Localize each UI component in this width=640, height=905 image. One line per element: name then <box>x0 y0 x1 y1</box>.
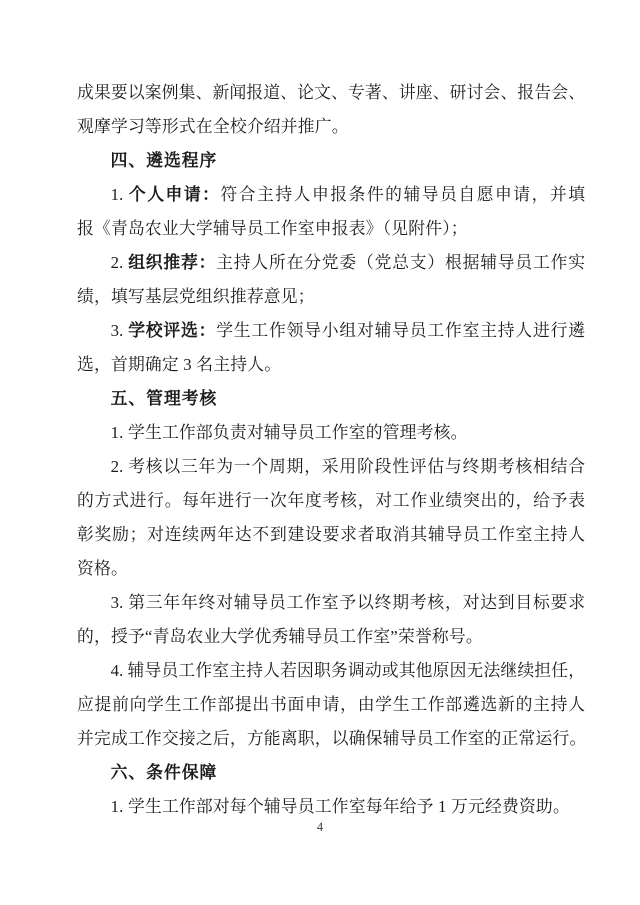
text-line <box>77 110 585 144</box>
text-line <box>77 416 585 450</box>
text-segment: 彰奖励；对连续两年达不到建设要求者取消其辅导员工作室主持人 <box>77 525 585 544</box>
text-segment: 并完成工作交接之后，方能离职，以确保辅导员工作室的正常运行。 <box>77 729 587 748</box>
text-segment: 报《青岛农业大学辅导员工作室申报表》（见附件）； <box>77 219 468 238</box>
text-segment: 应提前向学生工作部提出书面申请，由学生工作部遴选新的主持人 <box>77 695 585 714</box>
text-segment: 资格。 <box>77 559 128 578</box>
text-segment: 的方式进行。每年进行一次年度考核，对工作业绩突出的，给予表 <box>77 491 585 510</box>
document-body <box>77 76 585 824</box>
text-line <box>77 178 585 212</box>
text-line <box>77 76 585 110</box>
text-segment: 选，首期确定 3 名主持人。 <box>77 355 282 374</box>
bold-text-segment: 组织推荐： <box>128 253 217 272</box>
text-line <box>77 722 585 756</box>
text-line <box>77 280 585 314</box>
text-segment: 1. 学生工作部对每个辅导员工作室每年给予 1 万元经费资助。 <box>110 797 570 816</box>
text-line <box>77 688 585 722</box>
text-line <box>77 348 585 382</box>
bold-text-segment: 学校评选： <box>128 321 217 340</box>
text-line <box>77 484 585 518</box>
text-segment: 3. 第三年年终对辅导员工作室予以终期考核，对达到目标要求 <box>110 593 585 612</box>
text-segment: 符合主持人申报条件的辅导员自愿申请，并填 <box>220 185 585 204</box>
text-line <box>77 518 585 552</box>
bold-text-segment: 个人申请： <box>128 185 221 204</box>
text-segment: 4. 辅导员工作室主持人若因职务调动或其他原因无法继续担任， <box>110 661 585 680</box>
text-segment: 2. 考核以三年为一个周期，采用阶段性评估与终期考核相结合 <box>110 457 585 476</box>
text-segment: 3. <box>110 321 129 340</box>
text-segment: 绩，填写基层党组织推荐意见； <box>77 287 315 306</box>
text-line <box>77 246 585 280</box>
text-line <box>77 654 585 688</box>
bold-text-segment: 四、遴选程序 <box>110 151 218 170</box>
text-line <box>77 314 585 348</box>
text-segment: 1. <box>110 185 129 204</box>
page-number: 4 <box>316 820 324 834</box>
text-line <box>77 552 585 586</box>
bold-text-segment: 五、管理考核 <box>110 389 218 408</box>
text-segment: 2. <box>110 253 129 272</box>
text-segment: 学生工作领导小组对辅导员工作室主持人进行遴 <box>216 321 585 340</box>
text-line <box>77 790 585 824</box>
text-segment: 主持人所在分党委（党总支）根据辅导员工作实 <box>216 253 585 272</box>
section-heading <box>77 144 585 178</box>
bold-text-segment: 六、条件保障 <box>110 763 218 782</box>
text-segment: 的，授予“青岛农业大学优秀辅导员工作室”荣誉称号。 <box>77 627 483 646</box>
text-line <box>77 586 585 620</box>
text-line <box>77 620 585 654</box>
section-heading <box>77 382 585 416</box>
text-segment: 1. 学生工作部负责对辅导员工作室的管理考核。 <box>110 423 468 442</box>
text-segment: 成果要以案例集、新闻报道、论文、专著、讲座、研讨会、报告会、 <box>77 83 585 102</box>
text-line <box>77 450 585 484</box>
text-segment: 观摩学习等形式在全校介绍并推广。 <box>77 117 349 136</box>
text-line <box>77 212 585 246</box>
section-heading <box>77 756 585 790</box>
